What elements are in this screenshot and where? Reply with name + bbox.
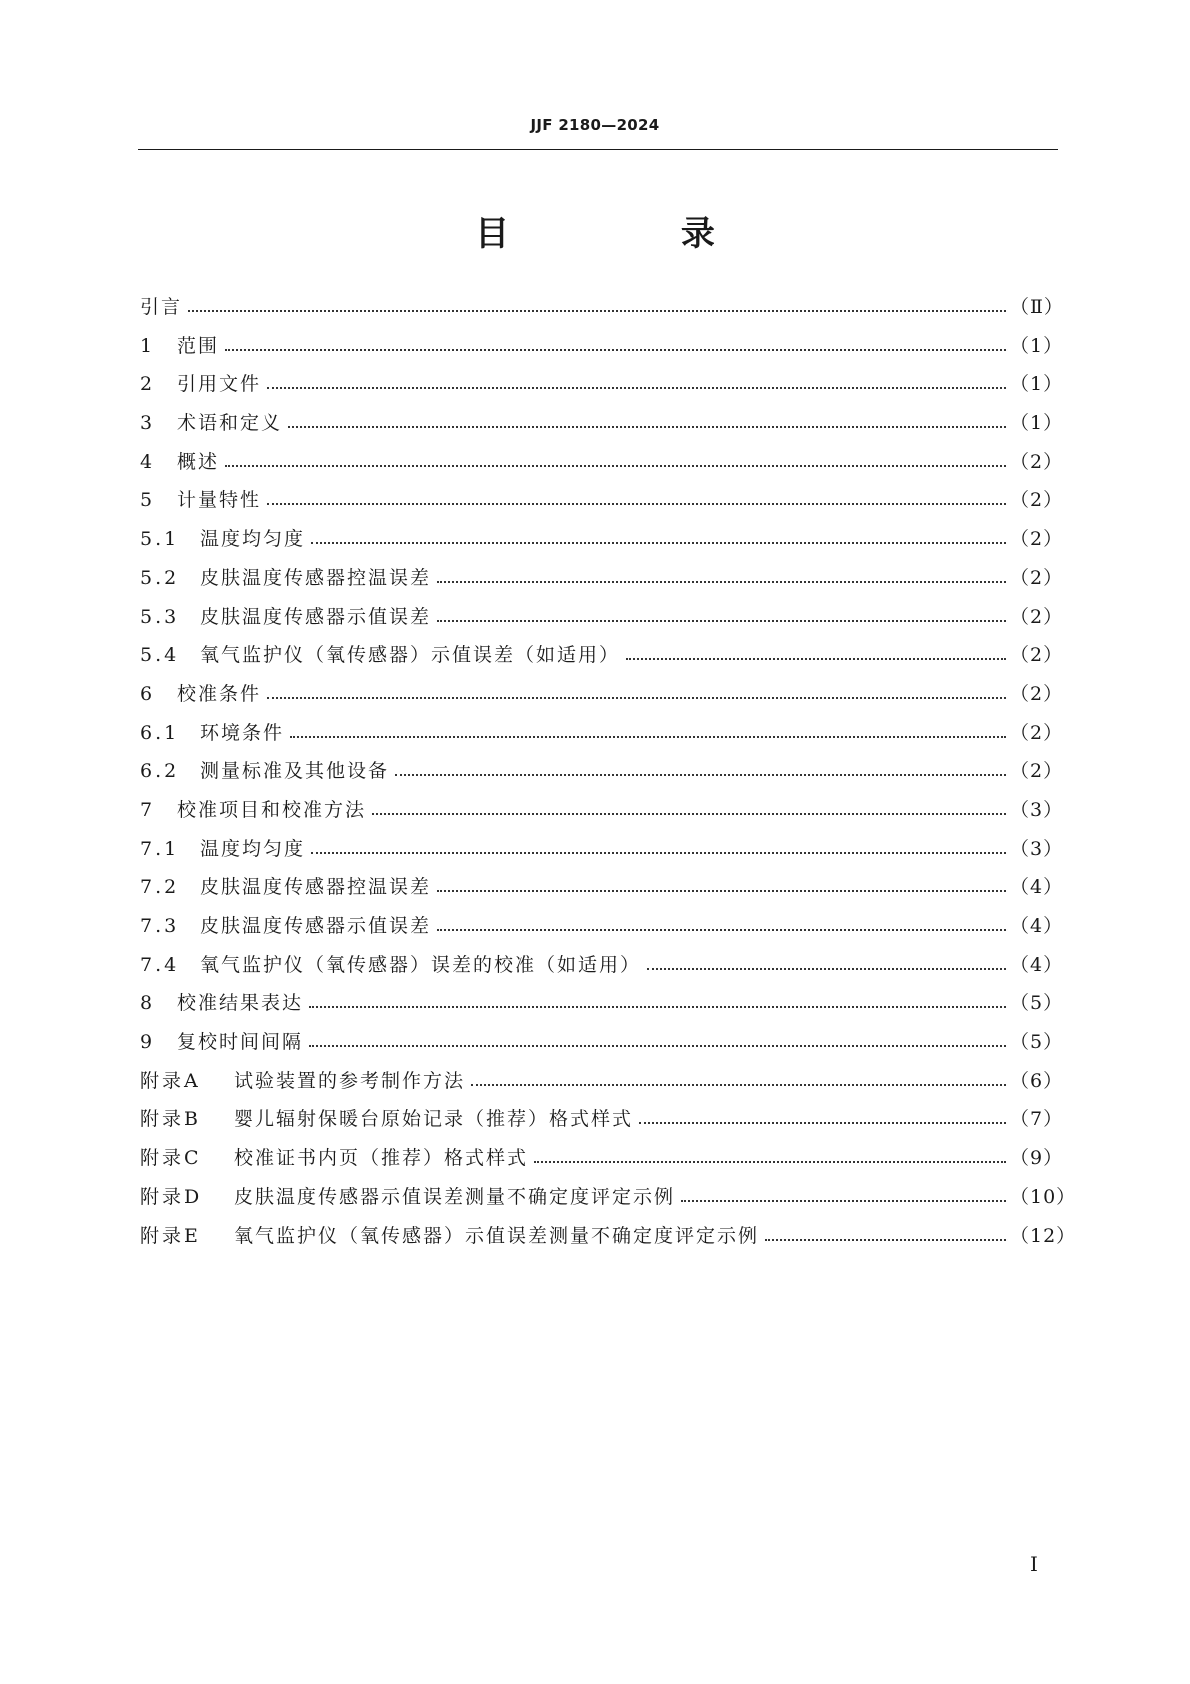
toc-entry-title: 校准结果表达 <box>177 992 304 1015</box>
toc-leader-dots <box>681 1178 1006 1217</box>
toc-entry[interactable] <box>140 752 1064 791</box>
toc-leader-dots <box>437 907 1006 946</box>
toc-entry-title: 皮肤温度传感器示值误差 <box>200 915 432 937</box>
toc-leader-dots <box>267 365 1006 404</box>
toc-entry-page: （2） <box>1010 450 1064 473</box>
toc-entry-number: 2 <box>140 373 156 396</box>
toc-entry-number: 6.1 <box>140 721 180 744</box>
toc-entry-page: （9） <box>1010 1147 1064 1170</box>
toc-entry-page: （5） <box>1010 992 1064 1015</box>
toc-entry-title: 概述 <box>177 450 220 473</box>
toc-entry-page: （2） <box>1010 489 1064 512</box>
toc-leader-dots <box>765 1217 1006 1256</box>
toc-entry-number: 附录D <box>140 1185 203 1208</box>
toc-entry-page: （2） <box>1010 605 1064 628</box>
toc-entry[interactable] <box>140 559 1064 598</box>
toc-entry-title: 引用文件 <box>177 373 262 396</box>
header-rule <box>138 149 1058 150</box>
toc-entry-number: 5.4 <box>140 644 180 667</box>
toc-leader-dots <box>471 1062 1006 1101</box>
toc-entry-number: 附录A <box>140 1069 201 1092</box>
toc-entry-page: （Ⅱ） <box>1010 296 1064 318</box>
toc-entry[interactable] <box>140 288 1064 327</box>
toc-leader-dots <box>267 481 1006 520</box>
toc-entry[interactable] <box>140 636 1064 675</box>
toc-entry-page: （1） <box>1010 412 1064 435</box>
toc-leader-dots <box>647 946 1006 985</box>
toc-entry-page: （4） <box>1010 876 1064 899</box>
toc-leader-dots <box>309 1023 1006 1062</box>
toc-entry-number: 3 <box>140 412 156 435</box>
toc-entry-page: （10） <box>1010 1185 1077 1208</box>
toc-entry-page: （4） <box>1010 915 1064 937</box>
toc-entry[interactable] <box>140 404 1064 443</box>
toc-leader-dots <box>639 1100 1006 1139</box>
toc-entry-page: （5） <box>1010 1031 1064 1054</box>
toc-leader-dots <box>437 559 1006 598</box>
toc-leader-dots <box>225 443 1006 482</box>
toc-leader-dots <box>437 598 1006 637</box>
toc-entry[interactable] <box>140 675 1064 714</box>
toc-entry-page: （3） <box>1010 837 1064 860</box>
toc-leader-dots <box>311 830 1006 869</box>
toc-entry[interactable] <box>140 520 1064 559</box>
toc-entry-title: 皮肤温度传感器示值误差 <box>200 605 432 628</box>
toc-leader-dots <box>290 714 1006 753</box>
toc-leader-dots <box>309 984 1006 1023</box>
toc-entry-number: 9 <box>140 1031 156 1054</box>
toc-entry-title: 氧气监护仪（氧传感器）示值误差（如适用） <box>200 644 621 667</box>
toc-entry[interactable] <box>140 443 1064 482</box>
toc-entry-number: 1 <box>140 334 156 357</box>
document-code-header: JJF 2180—2024 <box>530 116 660 134</box>
toc-entry-page: （2） <box>1010 644 1064 667</box>
toc-entry-title: 计量特性 <box>177 489 262 512</box>
toc-entry-number: 6 <box>140 682 156 705</box>
toc-entry[interactable] <box>140 1178 1077 1217</box>
toc-entry-number: 4 <box>140 450 156 473</box>
toc-entry-number: 7.1 <box>140 837 180 860</box>
toc-entry-page: （12） <box>1010 1224 1077 1247</box>
toc-entry-page: （2） <box>1010 682 1064 705</box>
toc-entry-number: 附录B <box>140 1108 201 1131</box>
toc-entry-title: 皮肤温度传感器控温误差 <box>200 566 432 589</box>
toc-entry-page: （2） <box>1010 721 1064 744</box>
toc-entry-title: 皮肤温度传感器控温误差 <box>200 876 432 899</box>
toc-entry[interactable] <box>140 984 1064 1023</box>
toc-entry-title: 婴儿辐射保暖台原始记录（推荐）格式样式 <box>234 1108 634 1131</box>
toc-leader-dots <box>188 288 1006 327</box>
toc-entry-number: 7.2 <box>140 876 180 899</box>
toc-entry-title: 试验装置的参考制作方法 <box>234 1069 466 1092</box>
toc-entry-number: 附录E <box>140 1224 201 1247</box>
toc-entry-number: 5.2 <box>140 566 180 589</box>
toc-leader-dots <box>311 520 1006 559</box>
toc-entry-title: 测量标准及其他设备 <box>200 760 390 783</box>
toc-leader-dots <box>372 791 1006 830</box>
toc-entry-number: 附录C <box>140 1147 202 1170</box>
toc-entry-title: 氧气监护仪（氧传感器）误差的校准（如适用） <box>200 953 642 976</box>
toc-entry-page: （2） <box>1010 566 1064 589</box>
toc-entry-title: 氧气监护仪（氧传感器）示值误差测量不确定度评定示例 <box>234 1224 760 1247</box>
table-of-contents <box>140 288 1077 1255</box>
toc-entry-title: 范围 <box>177 334 220 357</box>
toc-entry-number: 6.2 <box>140 760 180 783</box>
toc-entry-number: 7 <box>140 798 156 821</box>
toc-entry-page: （6） <box>1010 1069 1064 1092</box>
toc-entry-title: 温度均匀度 <box>200 837 306 860</box>
toc-entry-title: 环境条件 <box>200 721 285 744</box>
toc-entry[interactable] <box>140 327 1064 366</box>
toc-entry[interactable] <box>140 830 1064 869</box>
toc-leader-dots <box>534 1139 1006 1178</box>
toc-entry-number: 5.1 <box>140 528 180 551</box>
toc-entry-page: （4） <box>1010 953 1064 976</box>
toc-entry[interactable] <box>140 714 1064 753</box>
toc-entry-number: 7.4 <box>140 953 180 976</box>
toc-entry-page: （1） <box>1010 373 1064 396</box>
toc-entry-number: 5.3 <box>140 605 180 628</box>
toc-entry-page: （1） <box>1010 334 1064 357</box>
toc-entry[interactable] <box>140 365 1064 404</box>
toc-entry[interactable] <box>140 481 1064 520</box>
toc-entry-number: 5 <box>140 489 156 512</box>
toc-entry-title: 术语和定义 <box>177 412 283 435</box>
toc-leader-dots <box>626 636 1006 675</box>
toc-leader-dots <box>437 868 1006 907</box>
toc-entry[interactable] <box>140 868 1064 907</box>
toc-entry-title: 引言 <box>140 296 183 318</box>
toc-leader-dots <box>267 675 1006 714</box>
toc-entry-page: （2） <box>1010 528 1064 551</box>
page-folio: I <box>1030 1552 1038 1576</box>
toc-entry[interactable] <box>140 598 1064 637</box>
toc-leader-dots <box>288 404 1006 443</box>
toc-entry-number: 7.3 <box>140 915 180 937</box>
toc-leader-dots <box>225 327 1006 366</box>
toc-entry[interactable] <box>140 1062 1064 1101</box>
toc-entry[interactable] <box>140 907 1064 946</box>
toc-entry[interactable] <box>140 946 1064 985</box>
toc-entry-page: （7） <box>1010 1108 1064 1131</box>
toc-entry-page: （3） <box>1010 798 1064 821</box>
toc-entry-page: （2） <box>1010 760 1064 783</box>
toc-entry-title: 校准证书内页（推荐）格式样式 <box>234 1147 529 1170</box>
page-title: 目 录 <box>475 214 795 254</box>
toc-entry-number: 8 <box>140 992 156 1015</box>
toc-entry[interactable] <box>140 1100 1064 1139</box>
toc-entry-title: 校准条件 <box>177 682 262 705</box>
toc-entry[interactable] <box>140 1023 1064 1062</box>
toc-entry[interactable] <box>140 1139 1064 1178</box>
toc-entry-title: 皮肤温度传感器示值误差测量不确定度评定示例 <box>234 1185 676 1208</box>
toc-entry-title: 复校时间间隔 <box>177 1031 304 1054</box>
toc-entry[interactable] <box>140 1217 1077 1256</box>
toc-entry-title: 校准项目和校准方法 <box>177 798 367 821</box>
toc-entry-title: 温度均匀度 <box>200 528 306 551</box>
toc-entry[interactable] <box>140 791 1064 830</box>
toc-leader-dots <box>395 752 1006 791</box>
